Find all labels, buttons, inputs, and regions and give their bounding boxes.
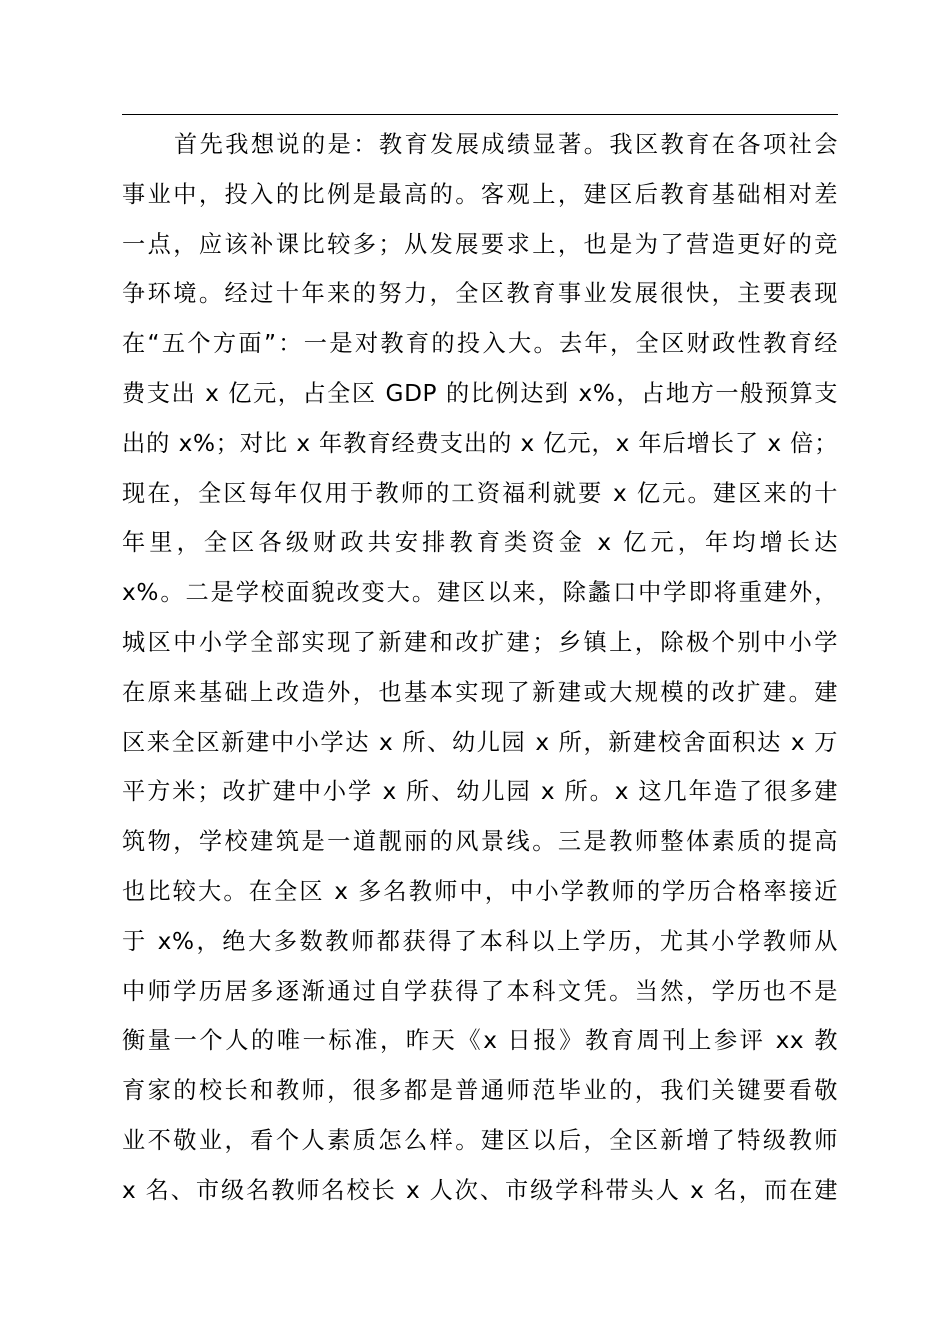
- text-line-18: 中师学历居多逐渐通过自学获得了本科文凭。当然，学历也不是: [122, 977, 838, 1005]
- text-line-13: 区来全区新建中小学达 x 所、幼儿园 x 所，新建校舍面积达 x 万: [122, 728, 838, 756]
- header-rule: [122, 114, 838, 115]
- text-line-19: 衡量一个人的唯一标准，昨天《x 日报》教育周刊上参评 xx 教: [122, 1027, 838, 1055]
- body-paragraph: [122, 120, 838, 1216]
- text-line-21: 业不敬业，看个人素质怎么样。建区以后，全区新增了特级教师: [122, 1126, 838, 1154]
- text-line-16: 也比较大。在全区 x 多名教师中，中小学教师的学历合格率接近: [122, 877, 838, 905]
- text-line-22: x 名、市级名教师名校长 x 人次、市级学科带头人 x 名，而在建: [122, 1176, 838, 1204]
- text-line-4: 争环境。经过十年来的努力，全区教育事业发展很快，主要表现: [122, 280, 838, 308]
- text-line-2: 事业中，投入的比例是最高的。客观上，建区后教育基础相对差: [122, 180, 838, 208]
- text-line-1: 首先我想说的是：教育发展成绩显著。我区教育在各项社会: [174, 131, 838, 158]
- text-line-7: 出的 x%；对比 x 年教育经费支出的 x 亿元，x 年后增长了 x 倍；: [122, 429, 838, 457]
- text-line-20: 育家的校长和教师，很多都是普通师范毕业的，我们关键要看敬: [122, 1077, 838, 1105]
- text-line-5: 在“五个方面”：一是对教育的投入大。去年，全区财政性教育经: [122, 330, 838, 358]
- text-line-8: 现在，全区每年仅用于教师的工资福利就要 x 亿元。建区来的十: [122, 479, 838, 507]
- text-line-3: 一点，应该补课比较多；从发展要求上，也是为了营造更好的竞: [122, 230, 838, 258]
- text-line-15: 筑物，学校建筑是一道靓丽的风景线。三是教师整体素质的提高: [122, 828, 838, 856]
- text-line-11: 城区中小学全部实现了新建和改扩建；乡镇上，除极个别中小学: [122, 628, 838, 656]
- text-line-9: 年里，全区各级财政共安排教育类资金 x 亿元，年均增长达: [122, 529, 838, 557]
- text-line-14: 平方米；改扩建中小学 x 所、幼儿园 x 所。x 这几年造了很多建: [122, 778, 838, 806]
- text-line-6: 费支出 x 亿元，占全区 GDP 的比例达到 x%，占地方一般预算支: [122, 379, 838, 407]
- text-line-10: x%。二是学校面貌改变大。建区以来，除蠡口中学即将重建外，: [122, 579, 838, 607]
- text-line-17: 于 x%，绝大多数教师都获得了本科以上学历，尤其小学教师从: [122, 927, 838, 955]
- text-line-12: 在原来基础上改造外，也基本实现了新建或大规模的改扩建。建: [122, 678, 838, 706]
